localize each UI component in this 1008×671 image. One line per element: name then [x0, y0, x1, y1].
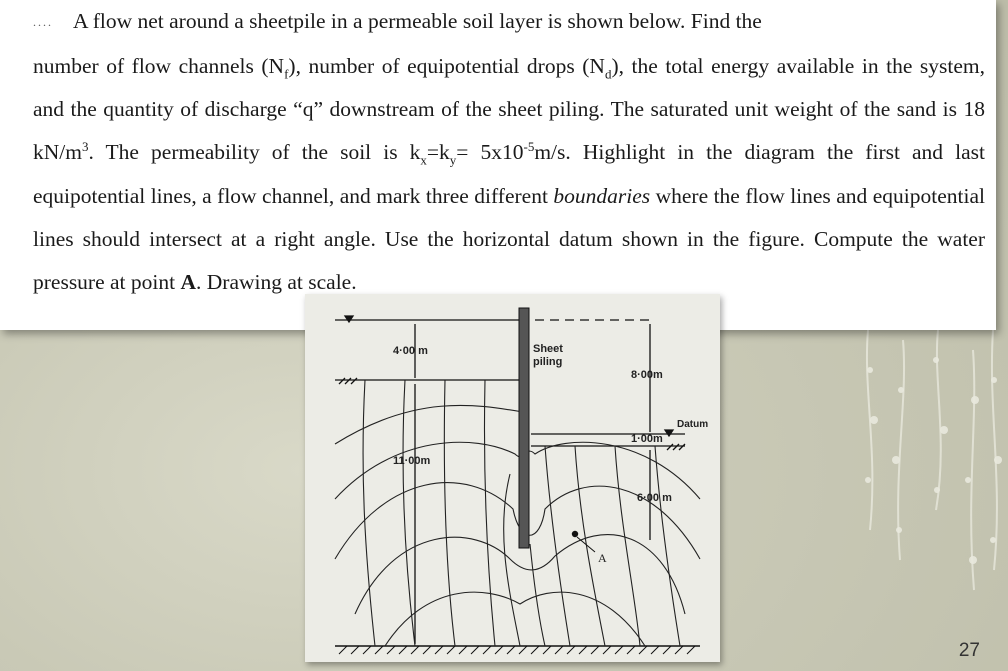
emphasis-boundaries: boundaries — [553, 183, 651, 208]
decorative-branches — [808, 330, 1008, 650]
problem-line-1: A flow net around a sheetpile in a permeable soil layer is shown below. Find the — [73, 9, 762, 33]
problem-text-part: =k — [426, 140, 450, 165]
problem-first-line — [33, 0, 985, 45]
point-a-marker — [572, 531, 578, 537]
flow-net-diagram — [305, 294, 720, 662]
superscript-exponent: -5 — [523, 139, 535, 155]
point-a-bold: A — [180, 270, 197, 295]
problem-text-part: m/s. Highlight in the diagram the first and last equipotential lines, a flow channel, and mark three different — [33, 140, 985, 208]
flow-net-figure — [305, 294, 720, 662]
subscript-y: y — [449, 152, 457, 168]
label-11m: 11·00m — [393, 455, 431, 467]
sheet-pile — [519, 308, 529, 548]
problem-text-part: . The permeability of the soil is k — [88, 140, 421, 165]
subscript-x: x — [420, 152, 427, 168]
problem-text-part: where the flow lines and equipotential lines should intersect at a right angle. Use the horizontal datum shown in the figure. Compute the water pressure at point — [33, 183, 986, 295]
label-piling: piling — [533, 356, 563, 368]
label-sheet: Sheet — [533, 343, 563, 355]
problem-text-part: . Drawing at scale. — [196, 270, 357, 295]
problem-text-part: = 5x10 — [456, 140, 524, 165]
page-number: 27 — [958, 640, 980, 661]
subscript-d: d — [604, 66, 612, 81]
superscript-3: 3 — [81, 139, 89, 155]
problem-statement — [33, 0, 985, 304]
problem-text-part: ), the total energy available in the system, and the quantity of discharge “q” downstream of the sheet piling. The saturated unit weight of the sand is 18 kN/m — [33, 53, 986, 165]
subscript-f: f — [284, 66, 289, 81]
leading-dots: .... — [33, 15, 53, 30]
label-1m: 1·00m — [631, 433, 663, 445]
label-datum: Datum — [677, 419, 709, 430]
problem-text-part: ), number of equipotential drops (N — [288, 53, 605, 78]
label-6m: 6·00 m — [637, 492, 672, 504]
label-point-a: A — [598, 551, 607, 565]
problem-text-box — [0, 0, 996, 330]
problem-text-part: number of flow channels (N — [33, 53, 285, 78]
label-8m: 8·00m — [631, 369, 663, 381]
label-4m: 4·00 m — [393, 345, 428, 357]
